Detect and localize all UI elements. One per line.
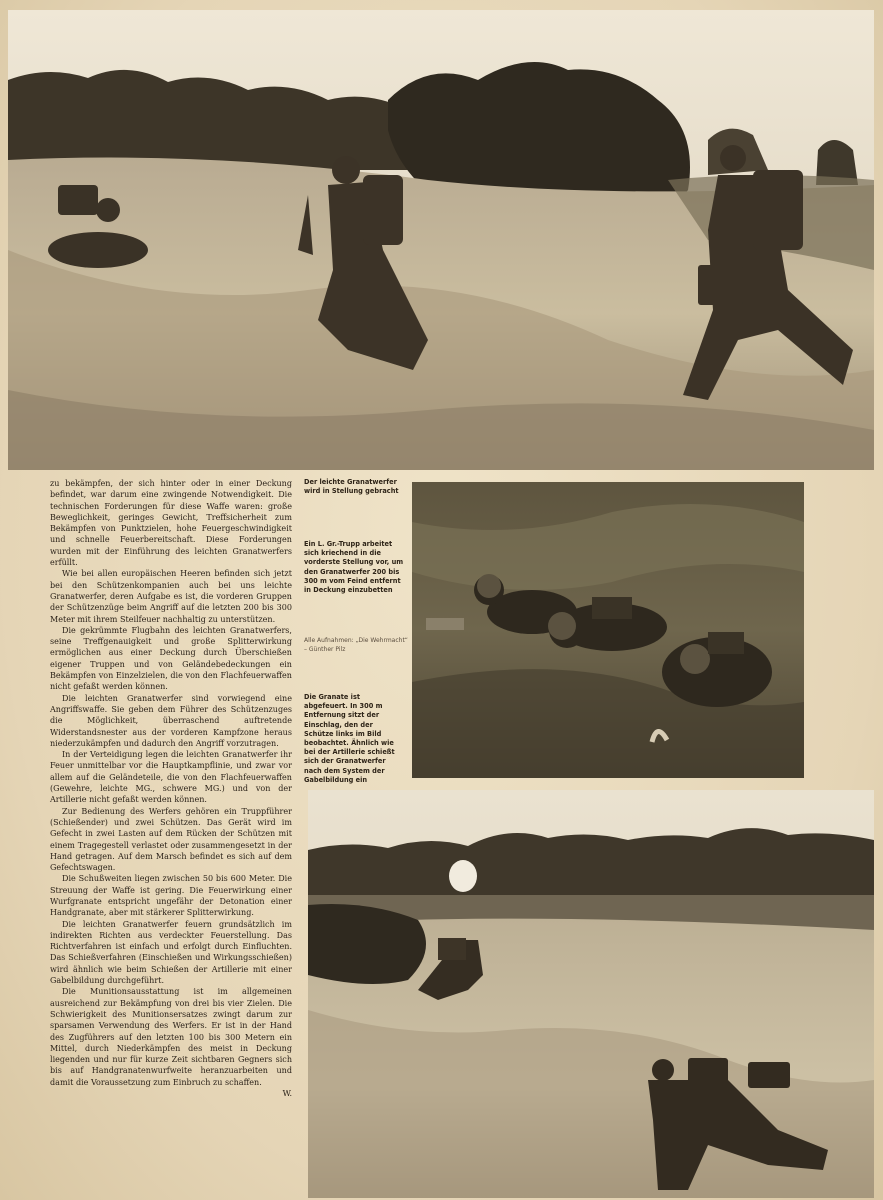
- caption-top-photo: Der leichte Granatwerfer wird in Stellung gebracht: [304, 478, 399, 496]
- article-signature: W.: [282, 1089, 292, 1099]
- mortar-squad-crawling-photo: [412, 482, 804, 778]
- mortar-firing-photo: [308, 790, 874, 1198]
- infantry-advancing-photo: [8, 10, 874, 470]
- article-paragraph: Die Schußweiten liegen zwischen 50 bis 600 Meter. Die Streuung der Waffe ist gering. Die Feuerwirkung einer Wurfgranate entspricht ungefähr der Detonation einer Handgranate, aber mit stärkerer Splitterwirkung.: [50, 874, 292, 918]
- article-paragraph: Die gekrümmte Flugbahn des leichten Granatwerfers, seine Treffgenauigkeit und große Splitterwirkung ermöglichen aus einer Deckung durch Überschießen eigener Truppen und von Geländebedeckungen ein Bekämpfen von Einzelzielen, die von den Flachfeuerwaffen nicht gefaßt werden können.: [50, 625, 292, 692]
- article-paragraph: Die leichten Granatwerfer sind vorwiegend eine Angriffswaffe. Sie geben dem Führer des Schützenzuges die Möglichkeit, überraschend auftretende Widerstandsnester aus der vorderen Kampfzone heraus niederzukämpfen und dadurch den Angriff vorzutragen.: [50, 693, 292, 748]
- article-paragraph: Wie bei allen europäischen Heeren befinden sich jetzt bei den Schützenkompanien auch bei uns leichte Granatwerfer, deren Aufgabe es ist, die vorderen Gruppen der Schützenzüge beim Angriff auf die letzten 200 bis 300 Meter mit ihrem Steilfeuer nachhaltig zu unterstützen.: [50, 569, 292, 624]
- caption-bottom-photo: Die Granate ist abgefeuert. In 300 m Entfernung sitzt der Einschlag, den der Schütze links im Bild beobachtet. Ähnlich wie bei der Artillerie schießt sich der Granatwerfer nach dem System der Gabelbildung ein: [304, 693, 395, 784]
- article-paragraph: In der Verteidigung legen die leichten Granatwerfer ihr Feuer unmittelbar vor die Hauptkampflinie, und zwar vor allem auf die Geländeteile, die von den Flachfeuerwaffen (Gewehre, leichte MG., schwere MG.) und von der Artillerie nicht gefaßt werden können.: [50, 750, 292, 805]
- infantry-advancing-photo-image: [8, 10, 874, 470]
- article-paragraph: Die Munitionsausstattung ist im allgemeinen ausreichend zur Bekämpfung von drei bis vier Zielen. Die Schwierigkeit des Munitionsersatzes zwingt darum zur sparsamen Verwendung des Werfers. Er ist in der Hand des Zugführers auf den letzten 100 bis 300 Metern ein Mittel, durch Niederkämpfen des meist in Deckung liegenden und nur für kurze Zeit sichtbaren Gegners sich bis auf Handgranatenwurfweite heranzuarbeiten und damit die Voraussetzung zum Einbruch zu schaffen.: [50, 987, 292, 1087]
- photo-credit: Alle Aufnahmen: „Die Wehrmacht“ – Günther Pilz: [304, 637, 408, 653]
- caption-middle-photo: Ein L. Gr.-Trupp arbeitet sich kriechend in die vorderste Stellung vor, um den Granatwerfer 200 bis 300 m vom Feind entfernt in Deckung einzubetten: [304, 540, 404, 595]
- article-paragraph: zu bekämpfen, der sich hinter oder in einer Deckung befindet, war darum eine zwingende Notwendigkeit. Die technischen Forderungen für diese Waffe waren: große Beweglichkeit, geringes Gewicht, Treffsicherheit zum Bekämpfen von Punktzielen, hohe Feuergeschwindigkeit und schnelle Feuerbereitschaft. Diese Forderungen wurden mit der Einführung des leichten Granatwerfers erfüllt.: [50, 479, 292, 568]
- article-paragraph: Zur Bedienung des Werfers gehören ein Truppführer (Schießender) und zwei Schützen. Das Gerät wird im Gefecht in zwei Lasten auf dem Rücken der Schützen mit einem Tragegestell verlastet oder zusammengesetzt in der Hand getragen. Auf dem Marsch befindet es sich auf dem Gefechtswagen.: [50, 806, 292, 873]
- mortar-squad-crawling-photo-image: [412, 482, 804, 778]
- article-text: [50, 478, 292, 1099]
- mortar-firing-photo-image: [308, 790, 874, 1198]
- article-paragraph: Die leichten Granatwerfer feuern grundsätzlich im indirekten Richten aus verdeckter Feuerstellung. Das Richtverfahren ist einfach und erfolgt durch Einfluchten. Das Schießverfahren (Einschießen und Wirkungsschießen) wird ähnlich wie beim Schießen der Artillerie mit einer Gabelbildung durchgeführt.: [50, 919, 292, 986]
